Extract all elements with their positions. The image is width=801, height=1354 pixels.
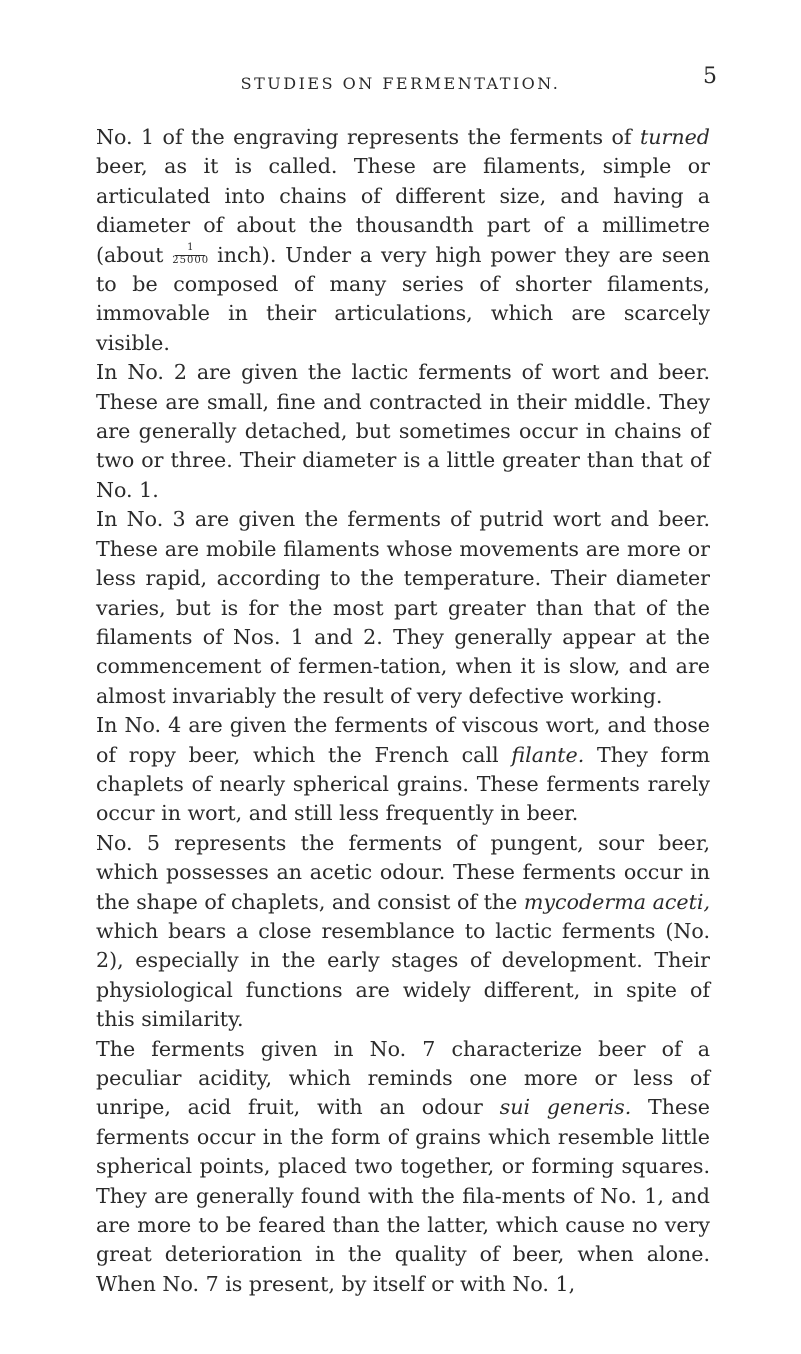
paragraph-text: The ferments given in No. 7 characterize beer of a peculiar acidity, which reminds one more or less of unripe, acid fruit, with an odour [96,1036,710,1120]
paragraph-text: beer, as it is called. These are filaments, simple or articulated into chains of different size, and having a diameter of about the thousandth part of a millimetre (about [96,154,710,267]
paragraph-no-3 [96,505,710,711]
paragraph-text: In No. 2 are given the lactic ferments of wort and beer. These are small, fine and contracted in their middle. They are generally detached, but sometimes occur in chains of two or three. Their diameter is a little greater than that of No. 1. [96,360,710,502]
paragraph-no-7 [96,1035,710,1300]
italic-term: turned [639,125,710,149]
paragraph-text: No. 5 represents the ferments of pungent, sour beer, which possesses an acetic odour. These ferments occur in the shape of chaplets, and consist of the [96,830,710,914]
paragraph-no-4 [96,711,710,829]
paragraph-text: which bears a close resemblance to lactic ferments (No. 2), especially in the early stages of development. Their physiological functions are widely different, in spite of this similarity. [96,918,710,1032]
running-head [0,74,801,93]
paragraph-no-1 [96,123,710,358]
body-text [96,123,710,1299]
paragraph-text: They form chaplets of nearly spherical grains. These ferments rarely occur in wort, and still less frequently in beer. [96,742,710,826]
paragraph-no-5 [96,829,710,1035]
paragraph-text: No. 1 of the engraving represents the ferments of [96,125,640,149]
page-number: 5 [703,64,717,89]
paragraph-text: These ferments occur in the form of grains which resemble little spherical points, placed two together, or forming squares. They are generally found with the fila-ments of No. 1, and are more to be feared than the latter, which cause no very great deterioration in the quality of beer, when alone. When No. 7 is present, by itself or with No. 1, [96,1095,710,1296]
italic-term: mycoderma aceti, [523,889,710,914]
fraction [172,241,210,266]
running-title: STUDIES ON FERMENTATION. [240,74,561,93]
paragraph-no-2 [96,358,710,505]
italic-term: filante. [511,742,585,767]
fraction-numerator: 1 [187,241,194,253]
paragraph-text: In No. 3 are given the ferments of putrid wort and beer. These are mobile filaments whose movements are more or less rapid, according to the temperature. Their diameter varies, but is for the most part greater than that of the filaments of Nos. 1 and 2. They generally appear at the commencement of fermen-tation, when it is slow, and are almost invariably the result of very defective working. [96,507,710,708]
paragraph-text: In No. 4 are given the ferments of viscous wort, and those of ropy beer, which the French call [96,713,710,767]
paragraph-text: inch). Under a very high power they are seen to be composed of many series of shorter filaments, immovable in their articulations, which are scarcely visible. [96,242,711,355]
italic-term: sui generis. [499,1095,632,1120]
fraction-denominator: 25000 [172,254,210,266]
